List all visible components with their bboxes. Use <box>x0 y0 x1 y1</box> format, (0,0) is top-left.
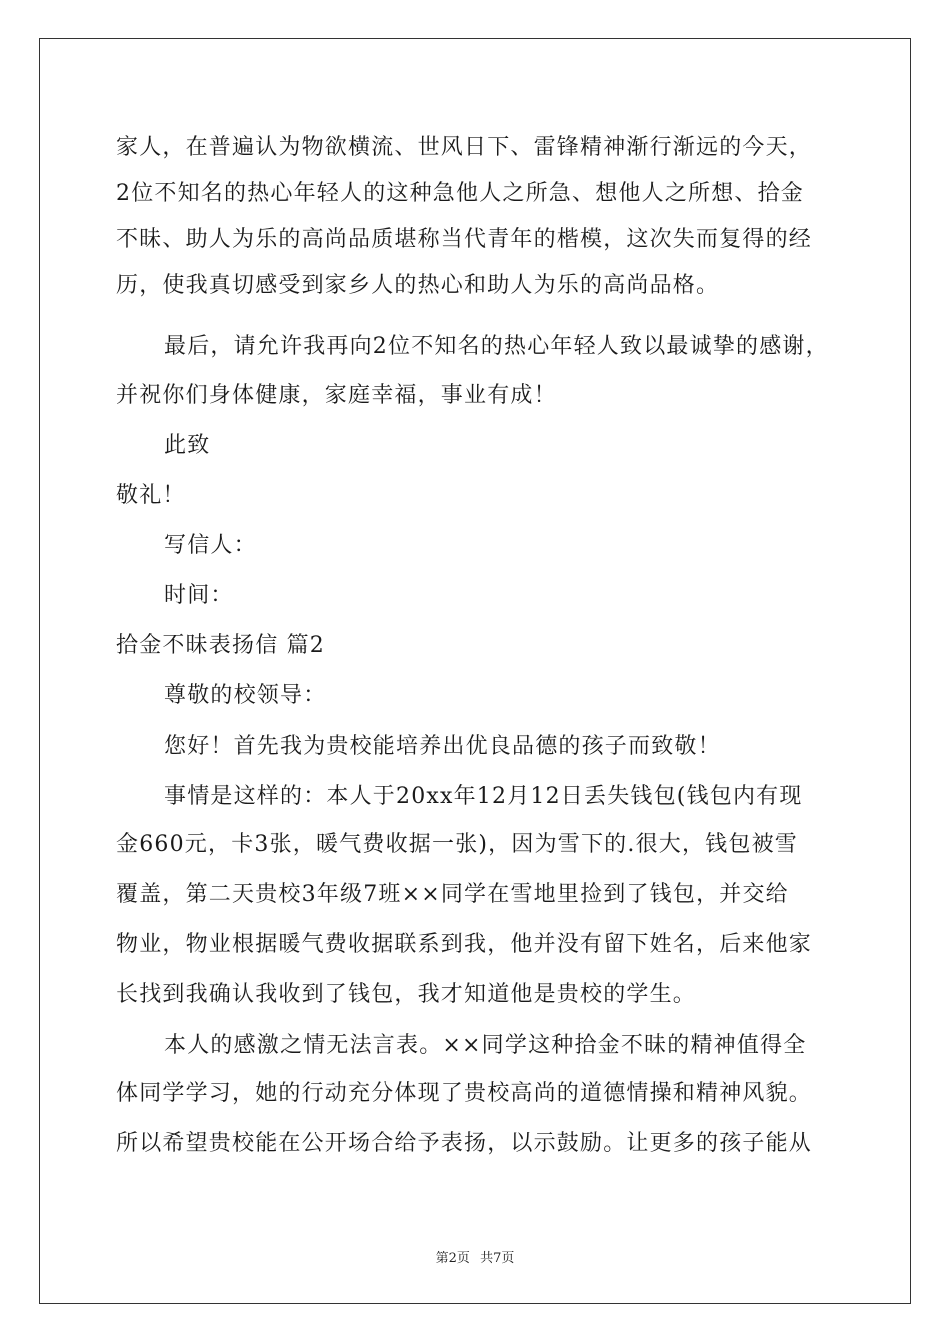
text-line: 您好！首先我为贵校能培养出优良品德的孩子而致敬！ <box>164 734 721 759</box>
text-line: 家人，在普遍认为物欲横流、世风日下、雷锋精神渐行渐远的今天， <box>116 135 813 160</box>
text-line: 本人的感激之情无法言表。××同学这种拾金不昧的精神值得全 <box>164 1033 807 1058</box>
text-line: 此致 <box>164 433 211 458</box>
text-line: 体同学学习，她的行动充分体现了贵校高尚的道德情操和精神风貌。 <box>116 1081 813 1106</box>
text-line: 2位不知名的热心年轻人的这种急他人之所急、想他人之所想、拾金 <box>116 181 804 206</box>
text-line: 敬礼！ <box>116 483 186 508</box>
text-line: 物业，物业根据暖气费收据联系到我，他并没有留下姓名，后来他家 <box>116 932 813 957</box>
text-line: 长找到我确认我收到了钱包，我才知道他是贵校的学生。 <box>116 982 697 1007</box>
text-line: 不昧、助人为乐的高尚品质堪称当代青年的楷模，这次失而复得的经 <box>116 227 813 252</box>
page-total: 共7页 <box>480 1251 515 1266</box>
text-line: 最后，请允许我再向2位不知名的热心年轻人致以最诚挚的感谢， <box>164 334 829 359</box>
text-line: 事情是这样的：本人于20xx年12月12日丢失钱包(钱包内有现 <box>164 784 803 809</box>
text-line: 写信人： <box>164 533 257 558</box>
page-number: 第2页 <box>435 1251 470 1266</box>
text-line: 金660元，卡3张，暖气费收据一张)，因为雪下的.很大，钱包被雪 <box>116 832 798 857</box>
text-line: 覆盖，第二天贵校3年级7班××同学在雪地里捡到了钱包，并交给 <box>116 882 789 907</box>
page-footer <box>0 1247 950 1266</box>
text-line: 所以希望贵校能在公开场合给予表扬，以示鼓励。让更多的孩子能从 <box>116 1131 813 1156</box>
text-line: 尊敬的校领导： <box>164 683 327 708</box>
text-line: 历，使我真切感受到家乡人的热心和助人为乐的高尚品格。 <box>116 273 720 298</box>
text-line: 并祝你们身体健康，家庭幸福，事业有成！ <box>116 383 557 408</box>
section-heading: 拾金不昧表扬信 篇2 <box>116 633 325 658</box>
text-line: 时间： <box>164 583 234 608</box>
